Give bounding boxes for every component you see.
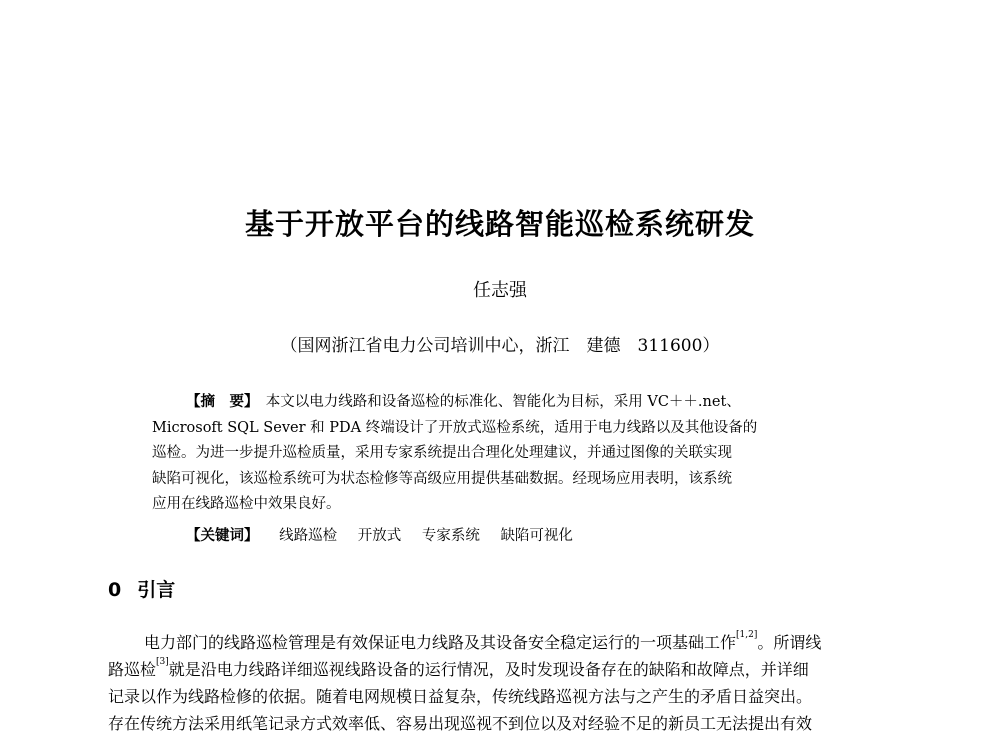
citation-ref: [1,2] bbox=[736, 630, 758, 640]
keywords-block bbox=[186, 524, 573, 548]
body-text: 路巡检 bbox=[108, 660, 157, 679]
body-text: 电力部门的线路巡检管理是有效保证电力线路及其设备安全稳定运行的一项基础工作 bbox=[144, 633, 737, 652]
author-affiliation: （国网浙江省电力公司培训中心，浙江 建德 311600） bbox=[280, 336, 720, 356]
keywords-label: 【关键词】 bbox=[186, 528, 259, 544]
abstract-line: 巡检。为进一步提升巡检质量，采用专家系统提出合理化处理建议，并通过图像的关联实现 bbox=[152, 445, 732, 461]
section-heading bbox=[108, 577, 175, 603]
abstract-line: 缺陷可视化，该巡检系统可为状态检修等高级应用提供基础数据。经现场应用表明，该系统 bbox=[152, 470, 732, 487]
section-number: 0 bbox=[108, 579, 122, 601]
keyword: 线路巡检 bbox=[279, 528, 338, 544]
abstract-text: 本文以电力线路和设备巡检的标准化、智能化为目标，采用 VC＋＋.net、 bbox=[265, 394, 741, 410]
body-line: 记录以作为线路检修的依据。随着电网规模日益复杂，传统线路巡视方法与之产生的矛盾日益突出。 bbox=[108, 687, 813, 706]
keyword: 开放式 bbox=[357, 528, 402, 544]
abstract-line: Microsoft SQL Sever 和 PDA 终端设计了开放式巡检系统，适用于电力线路以及其他设备的 bbox=[152, 419, 758, 436]
abstract-block bbox=[152, 390, 852, 518]
body-line bbox=[108, 629, 893, 656]
body-line bbox=[108, 656, 893, 683]
citation-ref: [3] bbox=[156, 657, 169, 667]
section-title: 引言 bbox=[137, 579, 176, 601]
paper-title: 基于开放平台的线路智能巡检系统研发 bbox=[244, 207, 755, 241]
body-text: 。所谓线 bbox=[757, 633, 822, 652]
abstract-label: 【摘 要】 bbox=[186, 394, 252, 410]
author-name: 任志强 bbox=[473, 280, 527, 301]
body-line: 存在传统方法采用纸笔记录方式效率低、容易出现巡视不到位以及对经验不足的新员工无法提出有效 bbox=[108, 714, 813, 733]
body-paragraph bbox=[108, 629, 893, 737]
abstract-line bbox=[152, 390, 852, 416]
keyword: 专家系统 bbox=[421, 528, 480, 544]
body-text: 就是沿电力线路详细巡视线路设备的运行情况，及时发现设备存在的缺陷和故障点，并详细 bbox=[168, 660, 809, 679]
keyword: 缺陷可视化 bbox=[500, 528, 573, 544]
abstract-line: 应用在线路巡检中效果良好。 bbox=[152, 496, 341, 512]
